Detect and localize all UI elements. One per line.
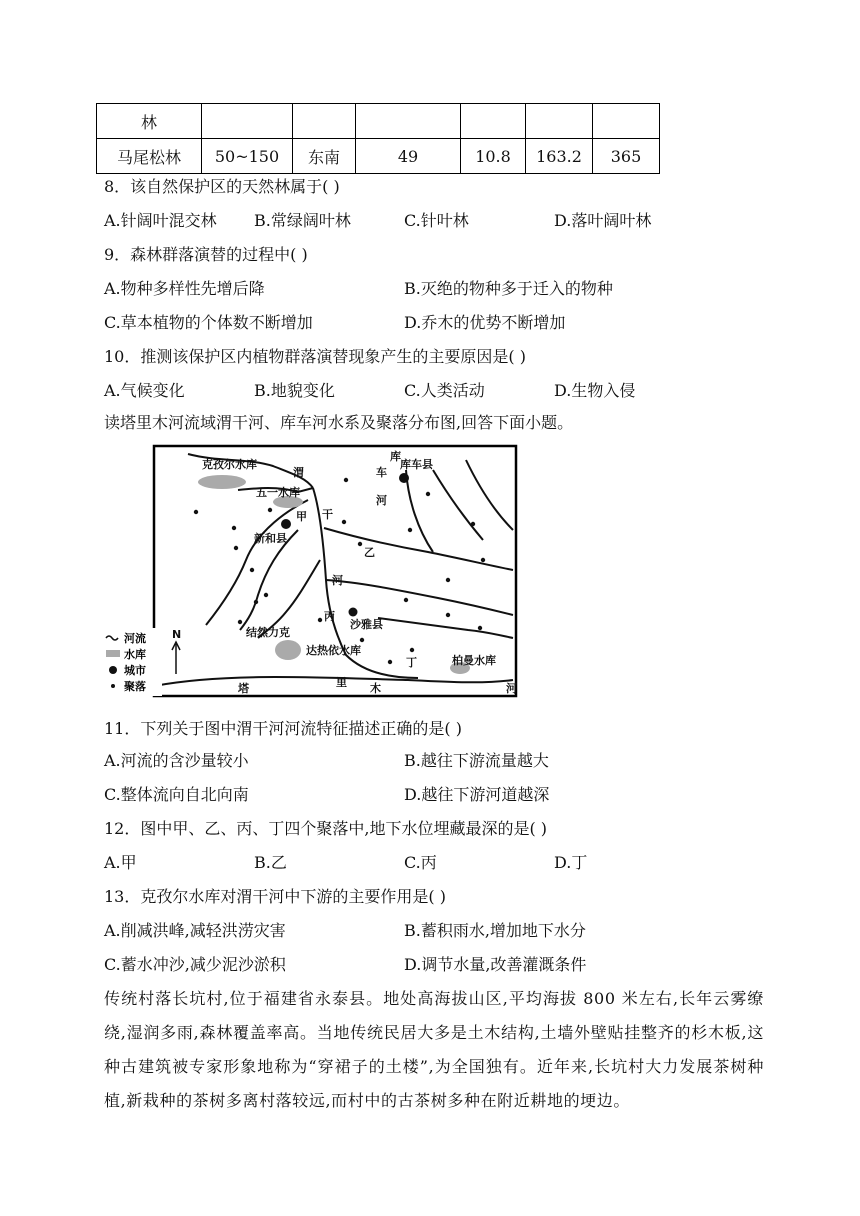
- settlement-dot: [250, 568, 254, 572]
- map-label: 河: [332, 574, 343, 587]
- legend-panel: [104, 628, 162, 696]
- table-cell: [293, 104, 356, 139]
- map-label: 里: [336, 676, 347, 689]
- reservoir-shape: [275, 640, 301, 660]
- map-label: 塔: [238, 682, 249, 695]
- map-label: 达热依水库: [306, 644, 361, 657]
- map-label: 沙雅县: [350, 618, 383, 631]
- passage-paragraph: 传统村落长坑村,位于福建省永泰县。地处高海拔山区,平均海拔 800 米左右,长年云雾缭绕,湿润多雨,森林覆盖率高。当地传统民居大多是土木结构,土墙外壁贴挂整齐的杉木板,这种古建筑被专家形象地称为“穿裙子的土楼”,为全国独有。近年来,长坑村大力发展茶树种植,新栽种的茶树多离村落较远,而村中的古茶树多种在附近耕地的埂边。: [104, 989, 764, 1110]
- q12-option-c[interactable]: C.丙: [404, 853, 437, 872]
- q13-option-d[interactable]: D.调节水量,改善灌溉条件: [404, 955, 587, 974]
- legend-river: 河流: [124, 632, 146, 645]
- q13-option-a[interactable]: A.削减洪峰,减轻洪涝灾害: [104, 921, 286, 940]
- map-label: 库: [390, 450, 401, 463]
- river-map: [148, 440, 520, 698]
- map-label: 甲: [296, 510, 307, 523]
- map-label: 木: [370, 682, 381, 695]
- q12-option-a[interactable]: A.甲: [104, 853, 137, 872]
- legend-city-symbol: [109, 666, 117, 674]
- settlement-dot: [446, 613, 450, 617]
- q13-option-b[interactable]: B.蓄积雨水,增加地下水分: [404, 921, 586, 940]
- map-label: 河: [376, 494, 387, 507]
- settlement-dot: [358, 542, 362, 546]
- reservoir-shape: [198, 475, 246, 489]
- settlement-dot: [254, 600, 258, 604]
- map-label: 车: [376, 466, 387, 479]
- table-cell: 163.2: [526, 139, 593, 174]
- table-cell: [202, 104, 293, 139]
- map-label: 丙: [324, 610, 335, 623]
- settlement-dot: [234, 546, 238, 550]
- table-cell: 365: [593, 139, 660, 174]
- map-label: 库车县: [400, 458, 433, 471]
- q11-option-d[interactable]: D.越往下游河道越深: [404, 785, 550, 804]
- table-cell: [526, 104, 593, 139]
- q11-option-c[interactable]: C.整体流向自北向南: [104, 785, 249, 804]
- q10-option-b[interactable]: B.地貌变化: [254, 381, 335, 400]
- map-label: 克孜尔水库: [202, 458, 257, 471]
- table-cell: [356, 104, 461, 139]
- q9-option-c[interactable]: C.草本植物的个体数不断增加: [104, 313, 313, 332]
- q10-option-d[interactable]: D.生物入侵: [554, 381, 636, 400]
- north-label: N: [172, 628, 182, 641]
- map-label: 河: [506, 682, 517, 695]
- legend-city: 城市: [124, 664, 146, 677]
- q9-option-a[interactable]: A.物种多样性先增后降: [104, 279, 265, 298]
- q9-option-b[interactable]: B.灭绝的物种多于迁入的物种: [404, 279, 613, 298]
- legend-reservoir: 水库: [124, 648, 146, 661]
- question-13-stem: 13．克孜尔水库对渭干河中下游的主要作用是( ): [104, 887, 446, 906]
- question-10-stem: 10．推测该保护区内植物群落演替现象产生的主要原因是( ): [104, 347, 526, 366]
- q8-option-d[interactable]: D.落叶阔叶林: [554, 211, 652, 230]
- q9-option-d[interactable]: D.乔木的优势不断增加: [404, 313, 566, 332]
- table-row: [97, 139, 660, 174]
- city-dot: [281, 519, 291, 529]
- map-label: 渭: [293, 466, 304, 479]
- settlement-dot: [446, 578, 450, 582]
- question-11-stem: 11．下列关于图中渭干河河流特征描述正确的是( ): [104, 719, 462, 738]
- map-label: 柏曼水库: [452, 654, 496, 667]
- table-cell: 49: [356, 139, 461, 174]
- map-label: 干: [322, 508, 333, 521]
- settlement-dot: [481, 558, 485, 562]
- settlement-dot: [471, 522, 475, 526]
- city-dot: [399, 473, 409, 483]
- table-cell: 马尾松林: [97, 139, 202, 174]
- settlement-dot: [388, 660, 392, 664]
- settlement-dot: [264, 593, 268, 597]
- map-label: 结然力克: [246, 626, 290, 639]
- map-label: 新和县: [254, 532, 287, 545]
- settlement-dot: [478, 626, 482, 630]
- settlement-dot: [408, 528, 412, 532]
- settlement-dot: [268, 508, 272, 512]
- settlement-dot: [342, 520, 346, 524]
- table-row: [97, 104, 660, 139]
- table-cell: 林: [97, 104, 202, 139]
- table-cell: [593, 104, 660, 139]
- q11-option-b[interactable]: B.越往下游流量越大: [404, 751, 549, 770]
- question-8-stem: 8．该自然保护区的天然林属于( ): [104, 177, 340, 196]
- q10-option-c[interactable]: C.人类活动: [404, 381, 485, 400]
- settlement-dot: [318, 618, 322, 622]
- settlement-dot: [410, 648, 414, 652]
- question-9-stem: 9．森林群落演替的过程中( ): [104, 245, 308, 264]
- question-12-stem: 12．图中甲、乙、丙、丁四个聚落中,地下水位埋藏最深的是( ): [104, 819, 548, 838]
- q8-option-c[interactable]: C.针叶林: [404, 211, 469, 230]
- map-label: 五一水库: [256, 486, 300, 499]
- q12-option-b[interactable]: B.乙: [254, 853, 287, 872]
- settlement-dot: [232, 526, 236, 530]
- table-cell: 东南: [293, 139, 356, 174]
- settlement-dot: [238, 620, 242, 624]
- q13-option-c[interactable]: C.蓄水冲沙,减少泥沙淤积: [104, 955, 286, 974]
- q10-option-a[interactable]: A.气候变化: [104, 381, 185, 400]
- settlement-dot: [344, 478, 348, 482]
- q8-option-b[interactable]: B.常绿阔叶林: [254, 211, 351, 230]
- table-cell: [461, 104, 526, 139]
- table-cell: 10.8: [461, 139, 526, 174]
- legend-reservoir-symbol: [106, 650, 120, 657]
- settlement-dot: [426, 492, 430, 496]
- q12-option-d[interactable]: D.丁: [554, 853, 588, 872]
- table-cell: 50~150: [202, 139, 293, 174]
- settlement-dot: [194, 510, 198, 514]
- legend-settlement-symbol: [111, 684, 115, 688]
- settlement-dot: [360, 638, 364, 642]
- forest-data-table: [96, 103, 660, 174]
- map-label: 丁: [406, 656, 417, 669]
- settlement-dot: [404, 598, 408, 602]
- map-intro: 读塔里木河流域渭干河、库车河水系及聚落分布图,回答下面小题。: [104, 413, 574, 432]
- legend-settlement: 聚落: [124, 680, 146, 693]
- city-dot: [349, 608, 358, 617]
- q11-option-a[interactable]: A.河流的含沙量较小: [104, 751, 249, 770]
- q8-option-a[interactable]: A.针阔叶混交林: [104, 211, 217, 230]
- map-label: 乙: [364, 546, 375, 559]
